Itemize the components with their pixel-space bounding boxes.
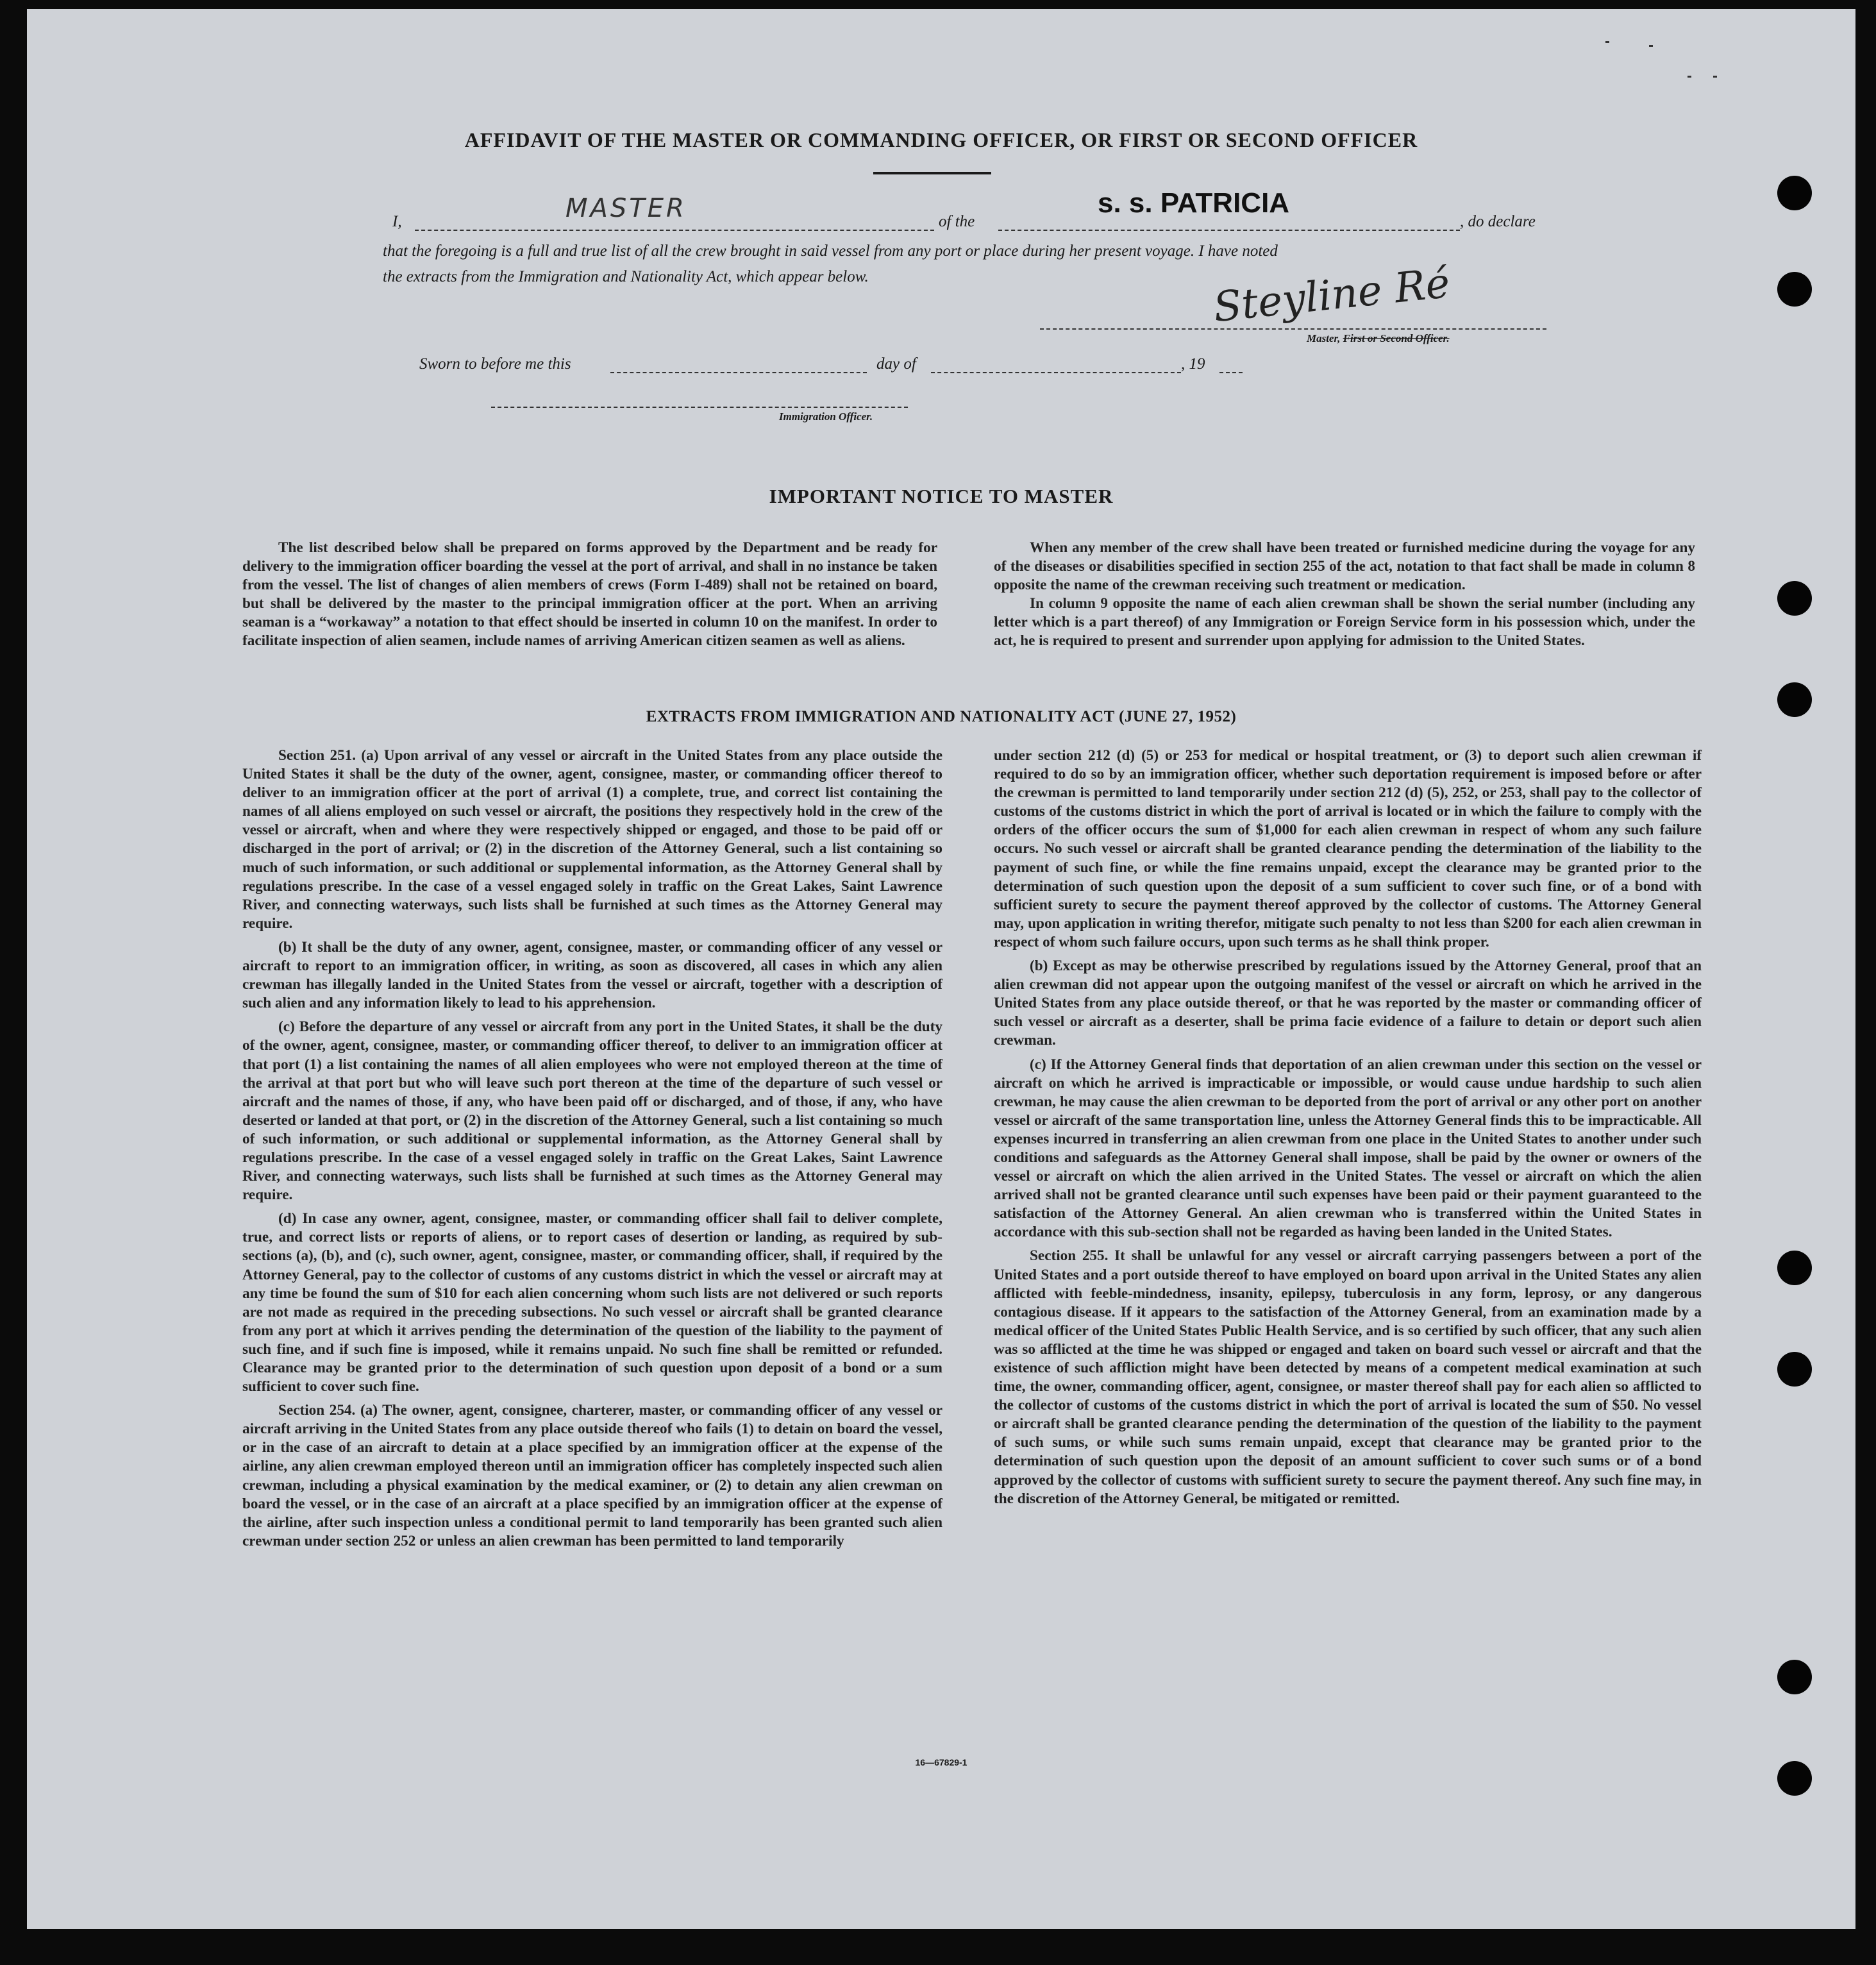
section-251-a: Section 251. (a) Upon arrival of any vessel or aircraft in the United States from any place outside the United States it shall be the duty of the owner, agent, consignee, master, or commanding officer thereof to deliver to an immigration officer at the port of arrival (1) a complete, true, and correct list containing the names of all aliens employed on such vessel or aircraft, the positions they respectively hold in the crew of the vessel or aircraft, when and where they were respectively shipped or engaged, and those to be paid off or discharged in the port of arrival; or (2) in the discretion of the Attorney General, such a list containing so much of such information, or such additional or supplemental information, as the Attorney General shall by regulations prescribe. In the case of a vessel engaged solely in traffic on the Great Lakes, Saint Lawrence River, and connecting waterways, such lists shall be furnished at such times as the Attorney General may require.	[242, 747, 942, 932]
sworn-month-line	[931, 372, 1181, 373]
handwritten-name: MASTER	[565, 194, 687, 223]
speck	[1649, 45, 1653, 47]
declaration-line-3: the extracts from the Immigration and Nationality Act, which appear below.	[383, 268, 869, 285]
section-251-d: (d) In case any owner, agent, consignee, master, or commanding officer shall fail to deliver complete, true, and correct lists or reports of aliens, or to report cases of desertion or landing, as required by sub-sections (a), (b), and (c), such owner, agent, consignee, master, or commanding officer, shall, if required by the Attorney General, pay to the collector of customs of any customs district in which the vessel or aircraft may at any time be found the sum of $10 for each alien concerning whom such lists are not delivered or such reports are not made as required in the preceding subsections. No such vessel or aircraft shall be granted clearance from any port at which it arrives pending the determination of the question of the liability to the payment of such fine, and if such fine is imposed, while it remains unpaid. No such fine shall be remitted or refunded. Clearance may be granted prior to the determination of such question upon deposit of a bond or a sum sufficient to cover such fine.	[242, 1210, 942, 1396]
sworn-year-line	[1219, 372, 1243, 373]
extracts-left-column	[242, 746, 942, 1551]
section-251-b: (b) It shall be the duty of any owner, agent, consignee, master, or commanding officer of any vessel or aircraft to report to an immigration officer, in writing, as soon as discovered, all cases in which any alien crewman has illegally landed in the United States from the vessel or aircraft, together with a description of such alien and any information likely to lead to his apprehension.	[242, 938, 942, 1012]
section-255: Section 255. It shall be unlawful for any vessel or aircraft carrying passengers between a port of the United States and a port outside thereof to have employed on board upon arrival in the United States any alien afflicted with feeble-mindedness, insanity, epilepsy, tuberculosis in any form, leprosy, or any dangerous contagious disease. If it appears to the satisfaction of the Attorney General, from an examination made by a medical officer of the United States Public Health Service, and is so certified by such officer, that any such alien was so afflicted at the time he was shipped or engaged and taken on board such vessel or aircraft and that the existence of such affliction might have been detected by means of a competent medical examination at such time, the owner, commanding officer, agent, consignee, or master thereof shall pay for each alien so afflicted to the collector of customs of the customs district in which the port of arrival is located the sum of $50. No vessel or aircraft shall be granted clearance pending the determination of the question of the liability to the payment of such sums, or while such sums remain unpaid, except that clearance may be granted prior to the determination of such question upon the deposit of an amount sufficient to cover such sums or of a bond approved by the collector of customs with sufficient surety to secure the payment thereof. Any such fine may, in the discretion of the Attorney General, be mitigated or remitted.	[994, 1247, 1702, 1507]
caption-master: Master,	[1307, 332, 1341, 344]
of-the-label: of the	[939, 213, 975, 230]
section-254-c: (c) If the Attorney General finds that deportation of an alien crewman under this section on the vessel or aircraft on which he arrived is impracticable or impossible, or would cause undue hardship to such alien crewman, he may cause the alien crewman to be deported from the port of arrival or any other port on another vessel or aircraft of the same transportation line, unless the Attorney General finds this to be impracticable. All expenses incurred in transferring an alien crewman from one place in the United States to another under such conditions and safeguards as the Attorney General shall impose, shall be paid by the owner or owners of the vessel or aircraft on which the alien arrived in the United States. The vessel or aircraft on which the alien arrived shall not be granted clearance until such expenses have been paid or their payment guaranteed to the satisfaction of the Attorney General. An alien crewman who is transferred within the United States in accordance with this sub-section shall not be regarded as having been landed in the United States.	[994, 1056, 1702, 1241]
notice-left-column	[242, 539, 937, 651]
form-number: 16—67829-1	[915, 1757, 967, 1767]
signature-line	[1040, 328, 1546, 330]
notice-right-column	[994, 539, 1695, 651]
section-254-b: (b) Except as may be otherwise prescribed by regulations issued by the Attorney General, proof that an alien crewman did not appear upon the outgoing manifest of the vessel or aircraft on which he arrived in the United States from any place outside thereof, or that he was reported by the master or commanding officer of such vessel or aircraft as a deserter, shall be prima facie evidence of a failure to detain or deport such alien crewman.	[994, 957, 1702, 1049]
officer-line	[491, 407, 908, 408]
day-of-label: day of	[876, 355, 916, 373]
punch-hole	[1777, 581, 1812, 616]
officer-caption: Immigration Officer.	[779, 410, 873, 423]
punch-hole	[1777, 1761, 1812, 1796]
extracts-right-column	[994, 746, 1702, 1508]
vessel-name: s. s. PATRICIA	[1098, 187, 1290, 219]
i-label: I,	[392, 213, 402, 230]
heading-rule	[873, 172, 991, 174]
notice-right-paragraph-1: When any member of the crew shall have been treated or furnished medicine during the voyage for any of the diseases or disabilities specified in section 255 of the act, notation to that fact shall be made in column 8 opposite the name of the crewman receiving such treatment or medication.	[994, 539, 1695, 594]
name-line	[415, 230, 934, 231]
caption-struck-officer: First or Second Officer.	[1343, 332, 1450, 344]
year-label: , 19	[1181, 355, 1205, 373]
affidavit-heading: AFFIDAVIT OF THE MASTER OR COMMANDING OFFICER, OR FIRST OR SECOND OFFICER	[464, 128, 1418, 151]
speck	[1605, 41, 1609, 43]
signature-caption	[1307, 332, 1450, 345]
sworn-day-line	[610, 372, 867, 373]
extracts-heading: EXTRACTS FROM IMMIGRATION AND NATIONALITY ACT (JUNE 27, 1952)	[646, 708, 1237, 725]
punch-hole	[1777, 1251, 1812, 1285]
sworn-label: Sworn to before me this	[419, 355, 571, 373]
declaration-line-2: that the foregoing is a full and true list of all the crew brought in said vessel from any port or place during her present voyage. I have noted	[383, 242, 1278, 260]
speck	[1688, 76, 1691, 78]
master-signature: Steyline Ré	[1211, 259, 1452, 332]
speck	[1713, 76, 1717, 78]
punch-hole	[1777, 176, 1812, 210]
notice-left-paragraph: The list described below shall be prepared on forms approved by the Department and be ready for delivery to the immigration officer boarding the vessel at the port of arrival, and shall in no instance be taken from the vessel. The list of changes of alien members of crews (Form I-489) shall not be retained on board, but shall be delivered by the master to the principal immigration officer at the port. When an arriving seaman is a “workaway” a notation to that effect should be inserted in column 10 on the manifest. In order to facilitate inspection of alien seamen, include names of arriving American citizen seamen as well as aliens.	[242, 539, 937, 650]
punch-hole	[1777, 272, 1812, 307]
punch-hole	[1777, 682, 1812, 717]
punch-hole	[1777, 1352, 1812, 1387]
notice-right-paragraph-2: In column 9 opposite the name of each alien crewman shall be shown the serial number (including any letter which is a part thereof) of any Immigration or Foreign Service form in his possession which, under the act, he is required to present and surrender upon applying for admission to the United States.	[994, 595, 1695, 650]
do-declare-label: , do declare	[1460, 213, 1536, 230]
section-251-c: (c) Before the departure of any vessel or aircraft from any port in the United States, it shall be the duty of the owner, agent, consignee, master, or commanding officer thereof, to deliver to an immigration officer at that port (1) a list containing the names of all alien employees who were not employed thereon at the time of the arrival at that port but who will leave such port thereon at the time of the departure of such vessel or aircraft and the names of those, if any, who have been paid off or discharged, and of those, if any, who have deserted or landed at that port, or (2) in the discretion of the Attorney General, such a list containing so much of such information, or such additional or supplemental information, as the Attorney General shall by regulations prescribe. In the case of a vessel engaged solely in traffic on the Great Lakes, Saint Lawrence River, and connecting waterways, such lists shall be furnished at such times as the Attorney General may require.	[242, 1018, 942, 1204]
notice-heading: IMPORTANT NOTICE TO MASTER	[769, 485, 1114, 507]
punch-hole	[1777, 1660, 1812, 1694]
document-page	[27, 9, 1855, 1929]
vessel-line	[998, 230, 1460, 231]
section-254-a-continued: under section 212 (d) (5) or 253 for medical or hospital treatment, or (3) to deport such alien crewman if required to do so by an immigration officer, whether such deportation requirement is imposed before or after the crewman is permitted to land temporarily under section 212 (d) (5), 252, or 253, shall pay to the collector of customs of the customs district in which the port of arrival is located or in which the failure to comply with the orders of the officer occurs the sum of $1,000 for each alien crewman in respect of whom any such failure occurs. No such vessel or aircraft shall be granted clearance pending the determination of the liability to the payment of such fine, or while the fine remains unpaid, except the clearance may be granted prior to the determination of such question upon the deposit of a sum sufficient to cover such fine, or of a bond with sufficient surety to secure the payment thereof approved by the collector of customs. The Attorney General may, upon application in writing therefor, mitigate such penalty to not less than $200 for each alien crewman in respect of whom such failure occurs, upon such terms as he shall think proper.	[994, 747, 1702, 950]
section-254-a: Section 254. (a) The owner, agent, consignee, charterer, master, or commanding officer of any vessel or aircraft arriving in the United States from any place outside thereof who fails (1) to detain on board the vessel, or in the case of an aircraft to detain at a place specified by an immigration officer at the expense of the airline, any alien crewman employed thereon until an immigration officer has completely inspected such alien crewman, including a physical examination by the medical examiner, or (2) to detain any alien crewman on board the vessel, or in the case of an aircraft at a place specified by an immigration officer at the expense of the airline, after such inspection unless a conditional permit to land temporarily has been granted such alien crewman under section 252 or unless an alien crewman has been permitted to land temporarily	[242, 1402, 942, 1549]
